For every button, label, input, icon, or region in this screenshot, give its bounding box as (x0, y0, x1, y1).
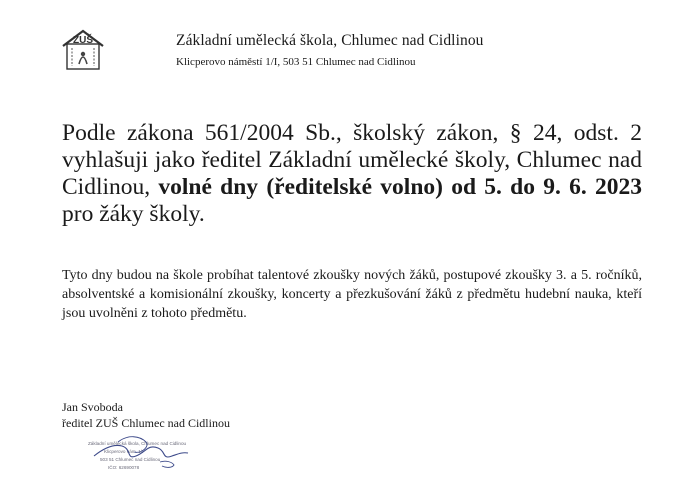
announcement-paragraph (62, 120, 642, 228)
svg-text:Základní umělecká škola, Chlum: Základní umělecká škola, Chlumec nad Cidlinou (88, 441, 187, 446)
handwritten-signature (88, 426, 198, 472)
svg-text:ZUŠ: ZUŠ (73, 35, 93, 46)
signatory-name: Jan Svoboda (62, 400, 123, 414)
announcement-text: Podle zákona 561/2004 Sb., školský zákon, § 24, odst. 2 vyhlašuji jako ředitel Základní umělecké školy, Chlumec nad Cidlinou, (62, 120, 642, 200)
announcement-text-end: pro žáky školy. (62, 201, 205, 227)
info-paragraph: Tyto dny budou na škole probíhat talentové zkoušky nových žáků, postupové zkoušky 3. a 5. ročníků, absolventské a komisionální zkoušky, koncerty a přezkušování žáků z předmětu hudební nauka, kteří jsou uvolněni z tohoto předmětu. (62, 268, 642, 321)
announcement-dates: volné dny (ředitelské volno) od 5. do 9. 6. 2023 (158, 174, 642, 200)
school-logo (60, 28, 106, 72)
school-address: Klicperovo náměstí 1/I, 503 51 Chlumec nad Cidlinou (176, 56, 416, 68)
svg-text:Klicperovo nám. 1/I: Klicperovo nám. 1/I (104, 449, 144, 454)
svg-text:IČO: 62690078: IČO: 62690078 (108, 465, 140, 470)
school-name: Základní umělecká škola, Chlumec nad Cidlinou (176, 32, 484, 49)
svg-text:503 51 Chlumec nad Cidlinou: 503 51 Chlumec nad Cidlinou (100, 457, 161, 462)
signatory-role: ředitel ZUŠ Chlumec nad Cidlinou (62, 416, 230, 430)
